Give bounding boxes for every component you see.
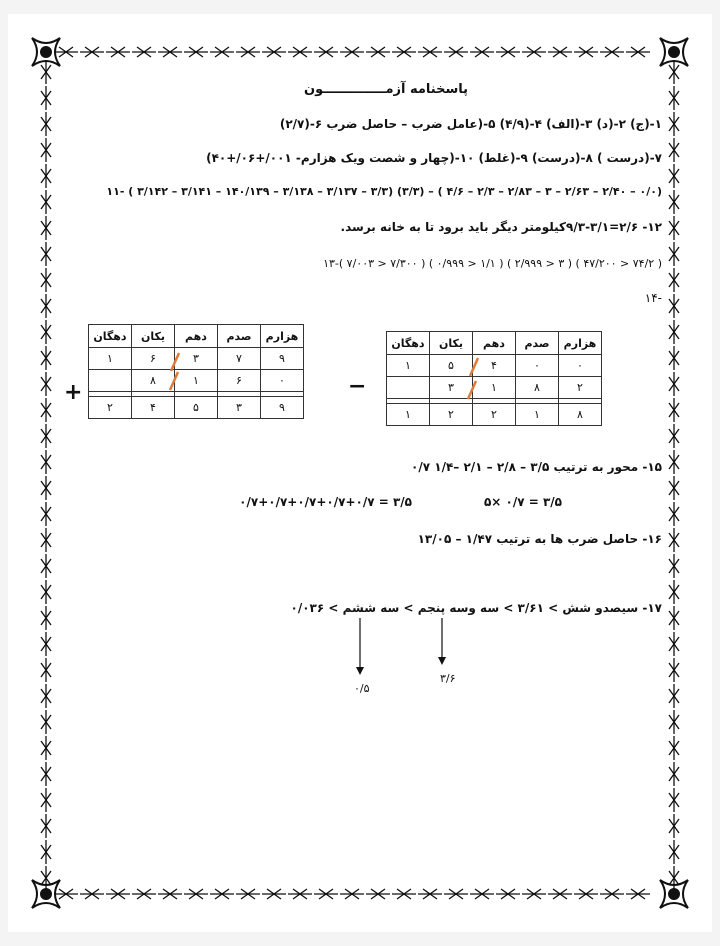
header-cell: دهگان <box>89 325 132 348</box>
answer-sheet <box>8 14 712 932</box>
answer-line-17: ۱۷- سیصدو شش > ۳/۶۱ > سه وسه پنجم > سه ششم > ۰/۰۳۶ <box>290 601 662 615</box>
table-row <box>89 348 304 370</box>
result-cell: ۲ <box>473 404 516 426</box>
header-cell: یکان <box>430 332 473 355</box>
answer-line-14-label: ۱۴- <box>644 291 662 305</box>
table-cell: ۸ <box>516 377 559 399</box>
header-cell: هزارم <box>559 332 602 355</box>
table-cell: ۱ <box>473 377 516 399</box>
answer-line-16: ۱۶- حاصل ضرب ها به ترتیب ۱/۴۷ – ۱۳/۰۵ <box>417 532 662 546</box>
result-cell: ۹ <box>261 397 304 419</box>
table-cell: ۰ <box>261 370 304 392</box>
result-cell: ۲ <box>89 397 132 419</box>
addition-place-value-table <box>88 324 304 419</box>
answer-line-13: ۱۳-( ۷/۰۰۳ > ۷/۳۰۰ ) ( ۰/۹۹۹ > ۱/۱ ) ( ۲/۹۹۹ > ۳ ) ( ۴۷/۲۰۰ > ۷۴/۲ ) <box>323 257 662 270</box>
header-cell: دهم <box>175 325 218 348</box>
answer-line-15-repeated-addition: ۰/۷+۰/۷+۰/۷+۰/۷+۰/۷ = ۳/۵ <box>239 495 412 509</box>
table-cell <box>387 377 430 399</box>
table-cell: ۶ <box>218 370 261 392</box>
answer-line-15-multiplication: ۵× ۰/۷ = ۳/۵ <box>483 495 562 509</box>
table-cell: ۴ <box>473 355 516 377</box>
header-cell: صدم <box>516 332 559 355</box>
result-cell: ۴ <box>132 397 175 419</box>
table-row <box>387 377 602 399</box>
result-cell: ۱ <box>387 404 430 426</box>
header-cell: هزارم <box>261 325 304 348</box>
table-cell: ۶ <box>132 348 175 370</box>
arrow-label-left: ۰/۵ <box>354 682 370 695</box>
header-cell: صدم <box>218 325 261 348</box>
table-cell: ۱ <box>175 370 218 392</box>
answer-line-12: ۱۲- ۲/۶=۹/۳-۳/۱کیلومتر دیگر باید برود تا به خانه برسد. <box>340 220 662 234</box>
table-cell: ۷ <box>218 348 261 370</box>
result-cell: ۳ <box>218 397 261 419</box>
header-cell: یکان <box>132 325 175 348</box>
table-cell: ۲ <box>559 377 602 399</box>
result-row <box>89 397 304 419</box>
header-cell: دهگان <box>387 332 430 355</box>
table-cell: ۳ <box>430 377 473 399</box>
subtraction-place-value-table <box>386 331 602 426</box>
result-cell: ۲ <box>430 404 473 426</box>
page-title: پاسخنامه آزمــــــــــــــون <box>303 82 468 97</box>
table-cell: ۰ <box>559 355 602 377</box>
arrow-label-right: ۳/۶ <box>440 672 456 685</box>
table-cell: ۰ <box>516 355 559 377</box>
result-cell: ۱ <box>516 404 559 426</box>
table-cell: ۸ <box>132 370 175 392</box>
table-header-row <box>387 332 602 355</box>
table-row <box>89 370 304 392</box>
plus-sign: + <box>64 380 83 405</box>
table-header-row <box>89 325 304 348</box>
result-cell: ۸ <box>559 404 602 426</box>
table-row <box>387 355 602 377</box>
header-cell: دهم <box>473 332 516 355</box>
result-row <box>387 404 602 426</box>
answer-line-15: ۱۵- محور به ترتیب ۳/۵ – ۲/۸ – ۲/۱ –۱/۴ ۰/۷ <box>411 460 662 474</box>
table-cell: ۳ <box>175 348 218 370</box>
minus-sign: − <box>348 374 367 399</box>
table-cell: ۹ <box>261 348 304 370</box>
table-cell: ۱ <box>89 348 132 370</box>
table-cell: ۱ <box>387 355 430 377</box>
answer-line-11: ۱۱- ( ۳/۱۴۲ – ۳/۱۴۱ – ۱۴۰/۱۳۹ – ۳/۱۳۸ – ۳/۱۳۷ – ۳/۳) (۳/۳) – ( ۴/۶ – ۲/۳ – ۲/۸۳ – ۳ – ۲/۶۳ – ۲/۴۰ – ۰/۰) <box>106 185 662 198</box>
table-cell: ۵ <box>430 355 473 377</box>
table-cell <box>89 370 132 392</box>
answer-line-1-6: ۱-(ج) ۲-(د) ۳-(الف) ۴-(۴/۹) ۵-(عامل ضرب – حاصل ضرب ۶-(۲/۷) <box>279 117 662 131</box>
result-cell: ۵ <box>175 397 218 419</box>
answer-line-7-10: ۷-(درست ) ۸-(درست) ۹-(غلط) ۱۰-(چهار و شصت ویک هزارم- ۰۰۱/+۰۶/+۴۰) <box>206 151 662 165</box>
